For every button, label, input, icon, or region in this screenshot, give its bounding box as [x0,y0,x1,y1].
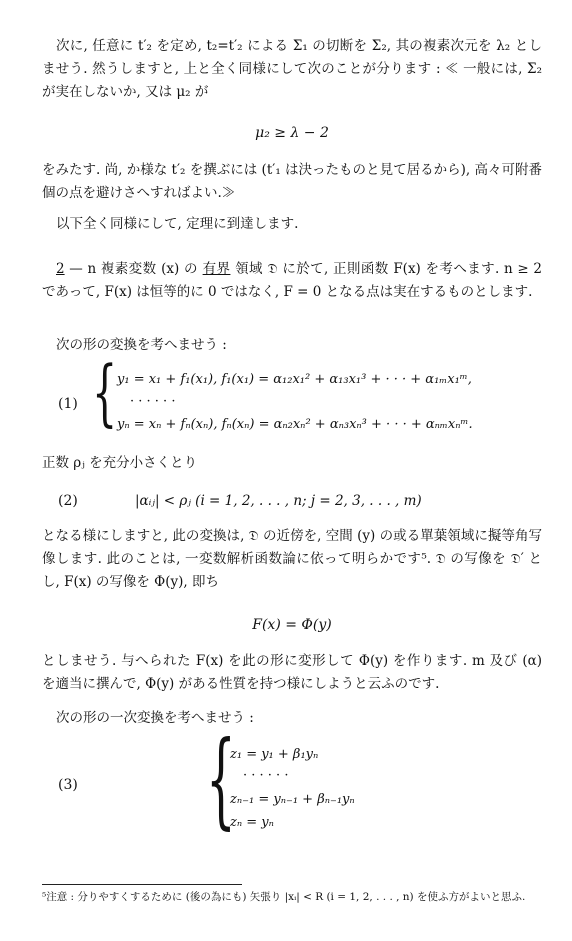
left-brace: { [92,350,118,434]
system3-line-4: zₙ = yₙ [230,815,274,830]
inequality-alpha: |αᵢⱼ| < ρⱼ (i = 1, 2, . . . , n; j = 2, 3, . . . , m) [135,493,422,509]
system3-ellipsis: · · · · · · [243,768,289,783]
paragraph-section-2 [42,258,542,304]
paragraph-transform-intro: 次の形の変換を考へませう : [56,337,227,353]
left-brace-3: { [206,718,236,840]
section-2-text-b: 領域 𝔇 に於て, 正則函数 F(x) を考へます. n ≥ 2 であって, F(x) は恒等的に 0 ではなく, F = 0 となる点は実在するものとします. [42,261,542,300]
paragraph-section-end: 次に, 任意に t′₂ を定め, t₂=t′₂ による Σ₁ の切断を Σ₂, 其の複素次元を λ₂ としませう. 然うしますと, 上と全く同様にして次のことが分ります : ≪ 一般には, Σ₂ が実在しないか, 又は μ₂ が [42,38,542,100]
footnote-5: ⁵注意 : 分りやすくするために (後の為にも) 矢張り |xᵢ| < R (i = 1, 2, . . . , n) を使ふ方がよいと思ふ. [42,891,526,903]
paragraph-rho: 正数 ρⱼ を充分小さくとり [42,455,198,471]
inequality-mu2: μ₂ ≥ λ − 2 [255,125,329,141]
bounded-term: 有界 [202,261,231,277]
paragraph-mapping: となる様にしますと, 此の変換は, 𝔇 の近傍を, 空間 (y) の或る單葉領域に擬等角写像します. 此のことは, 一変数解析函数論に依って明らかです⁵. 𝔇 の写像を 𝔇′ とし, F(x) の写像を Φ(y), 即ち [42,528,542,590]
section-number: 2 [56,261,65,277]
equation-number-3: (3) [58,777,78,793]
system3-line-1: z₁ = y₁ + β₁yₙ [230,747,319,762]
section-2-text-a: — n 複素変数 (x) の [64,261,203,277]
equation-number-1: (1) [58,396,78,412]
paragraph-conclusion: 以下全く同様にして, 定理に到達します. [56,216,299,232]
paragraph-purpose: としませう. 与へられた F(x) を此の形に変形して Φ(y) を作ります. m 及び (α) を適当に撰んで, Φ(y) がある性質を持つ様にしようと云ふのです. [42,653,542,692]
footnote-rule [42,884,242,885]
paragraph-condition: をみたす. 尚, か様な t′₂ を撰ぶには (t′₁ は決ったものと見て居るから), 高々可附番個の点を避けさへすればよい.≫ [42,162,542,201]
paragraph-linear-transform: 次の形の一次変換を考へませう : [56,710,254,726]
equation-F-Phi: F(x) = Φ(y) [252,617,332,633]
system1-line-3: yₙ = xₙ + fₙ(xₙ), fₙ(xₙ) = αₙ₂xₙ² + αₙ₃xₙ³ + · · · + αₙₘxₙᵐ. [117,417,473,432]
system3-line-3: zₙ₋₁ = yₙ₋₁ + βₙ₋₁yₙ [230,792,355,807]
system1-line-1: y₁ = x₁ + f₁(x₁), f₁(x₁) = α₁₂x₁² + α₁₃x₁³ + · · · + α₁ₘx₁ᵐ, [117,372,472,387]
equation-number-2: (2) [58,493,78,509]
system1-ellipsis: · · · · · · [130,394,176,409]
